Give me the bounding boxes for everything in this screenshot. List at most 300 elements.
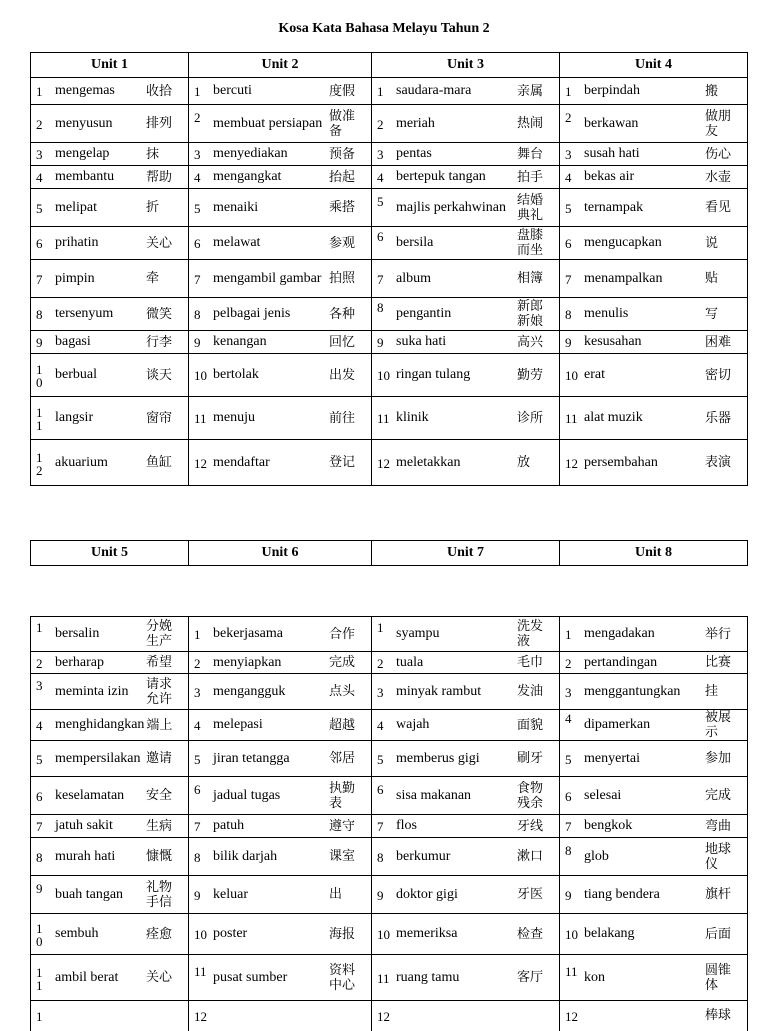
table-row bbox=[31, 440, 748, 486]
malay-word: pusat sumber bbox=[213, 969, 288, 985]
vocab-cell bbox=[372, 955, 560, 1001]
vocab-cell bbox=[189, 914, 372, 955]
item-number: 6 bbox=[36, 788, 43, 804]
malay-word: poster bbox=[213, 926, 248, 941]
item-number: 7 bbox=[194, 819, 201, 834]
chinese-translation: 执勤表 bbox=[329, 780, 356, 811]
malay-word: meminta izin bbox=[55, 683, 129, 699]
chinese-translation: 邀请 bbox=[146, 751, 173, 766]
vocab-cell bbox=[560, 710, 748, 741]
chinese-translation: 礼物手信 bbox=[146, 879, 173, 910]
malay-word: ambil berat bbox=[55, 969, 119, 985]
vocab-cell bbox=[372, 166, 560, 189]
chinese-translation: 参观 bbox=[329, 235, 356, 251]
vocab-cell bbox=[372, 617, 560, 652]
vocab-cell bbox=[31, 710, 189, 741]
malay-word: melawat bbox=[213, 235, 261, 250]
vocab-cell bbox=[372, 1001, 560, 1031]
vocab-cell bbox=[31, 78, 189, 105]
vocab-cell bbox=[31, 914, 189, 955]
item-number: 9 bbox=[377, 335, 384, 350]
malay-word: bilik darjah bbox=[213, 848, 278, 864]
malay-word: murah hati bbox=[55, 848, 116, 864]
vocab-cell bbox=[189, 397, 372, 440]
chinese-translation: 被展示 bbox=[705, 710, 732, 740]
item-number: 4 bbox=[377, 170, 384, 185]
chinese-translation: 水壶 bbox=[705, 169, 732, 185]
chinese-translation: 完成 bbox=[705, 788, 732, 803]
malay-word: bercuti bbox=[213, 83, 252, 98]
item-number: 1 bbox=[377, 620, 384, 635]
vocab-cell bbox=[31, 674, 189, 710]
malay-word: persembahan bbox=[584, 454, 658, 470]
chinese-translation: 困难 bbox=[705, 334, 732, 350]
item-number: 5 bbox=[565, 751, 572, 767]
malay-word: pelbagai jenis bbox=[213, 306, 291, 321]
malay-word: bengkok bbox=[584, 818, 633, 833]
vocab-cell bbox=[372, 227, 560, 260]
chinese-translation: 排列 bbox=[146, 116, 173, 131]
chinese-translation: 微笑 bbox=[146, 306, 173, 322]
chinese-translation: 亲属 bbox=[517, 83, 544, 99]
chinese-translation: 折 bbox=[146, 200, 160, 215]
malay-word: wajah bbox=[396, 717, 430, 732]
vocab-cell bbox=[31, 166, 189, 189]
malay-word: majlis perkahwinan bbox=[396, 199, 507, 215]
malay-word: mengadakan bbox=[584, 626, 655, 641]
malay-word: erat bbox=[584, 367, 605, 382]
vocab-cell bbox=[560, 397, 748, 440]
malay-word: bersila bbox=[396, 235, 434, 250]
vocab-cell bbox=[372, 189, 560, 227]
vocab-cell bbox=[560, 777, 748, 815]
item-number: 8 bbox=[377, 849, 384, 865]
vocab-cell bbox=[372, 331, 560, 354]
item-number: 10 bbox=[565, 927, 578, 942]
item-number: 8 bbox=[36, 307, 43, 322]
item-number: 10 bbox=[565, 368, 578, 383]
vocab-cell bbox=[372, 440, 560, 486]
chinese-translation: 前往 bbox=[329, 410, 356, 426]
chinese-translation: 海报 bbox=[329, 926, 356, 942]
item-number: 11 bbox=[377, 970, 390, 986]
item-number: 4 bbox=[377, 718, 384, 733]
malay-word: alat muzik bbox=[584, 410, 643, 425]
item-number: 4 bbox=[194, 170, 201, 185]
item-number: 11 bbox=[36, 964, 43, 993]
vocab-cell bbox=[31, 777, 189, 815]
malay-word: saudara-mara bbox=[396, 83, 472, 98]
item-number: 7 bbox=[194, 271, 201, 287]
malay-word: pimpin bbox=[55, 270, 95, 286]
malay-word: menulis bbox=[584, 306, 629, 321]
unit-header: Unit 8 bbox=[560, 541, 748, 566]
malay-word: membantu bbox=[55, 169, 115, 184]
chinese-translation: 挂 bbox=[705, 684, 719, 699]
malay-word: mengucapkan bbox=[584, 235, 662, 250]
table-row bbox=[31, 674, 748, 710]
item-number: 6 bbox=[194, 781, 201, 797]
table-row bbox=[31, 397, 748, 440]
vocab-cell bbox=[31, 440, 189, 486]
malay-word: ternampak bbox=[584, 199, 644, 215]
item-number: 12 bbox=[194, 1009, 207, 1025]
chinese-translation: 行李 bbox=[146, 334, 173, 350]
unit-header: Unit 2 bbox=[189, 53, 372, 78]
item-number: 3 bbox=[36, 147, 43, 162]
item-number: 1 bbox=[194, 84, 201, 99]
malay-word: klinik bbox=[396, 410, 429, 425]
chinese-translation: 发油 bbox=[517, 684, 544, 699]
item-number: 3 bbox=[194, 147, 201, 162]
malay-word: mengambil gambar bbox=[213, 270, 322, 286]
vocab-cell bbox=[189, 298, 372, 331]
chinese-translation: 后面 bbox=[705, 926, 732, 942]
vocab-cell bbox=[560, 617, 748, 652]
malay-word: akuarium bbox=[55, 454, 108, 470]
vocab-cell bbox=[31, 105, 189, 143]
chinese-translation: 请求允许 bbox=[146, 676, 173, 707]
vocab-cell bbox=[31, 331, 189, 354]
item-number: 5 bbox=[36, 751, 43, 767]
item-number: 10 bbox=[377, 368, 390, 383]
vocab-cell bbox=[372, 260, 560, 298]
chinese-translation: 抹 bbox=[146, 146, 160, 162]
malay-word: keluar bbox=[213, 886, 248, 902]
malay-word: berkawan bbox=[584, 115, 639, 131]
chinese-translation: 资料中心 bbox=[329, 962, 356, 993]
chinese-translation: 鱼缸 bbox=[146, 455, 173, 470]
item-number: 11 bbox=[194, 411, 207, 426]
item-number: 11 bbox=[194, 963, 207, 979]
malay-word: tuala bbox=[396, 654, 424, 670]
table-row bbox=[31, 189, 748, 227]
chinese-translation: 弯曲 bbox=[705, 818, 732, 834]
item-number: 7 bbox=[565, 271, 572, 287]
table-row bbox=[31, 741, 748, 777]
chinese-translation: 抬起 bbox=[329, 169, 356, 185]
chinese-translation: 高兴 bbox=[517, 334, 544, 350]
chinese-translation: 窗帘 bbox=[146, 410, 173, 426]
vocab-cell bbox=[189, 652, 372, 674]
item-number: 7 bbox=[36, 819, 43, 834]
chinese-translation: 表演 bbox=[705, 455, 732, 470]
malay-word: melepasi bbox=[213, 717, 263, 732]
item-number: 4 bbox=[36, 170, 43, 185]
chinese-translation: 放 bbox=[517, 455, 531, 470]
item-number: 11 bbox=[565, 963, 578, 979]
item-number: 1 bbox=[377, 84, 384, 99]
item-number: 4 bbox=[565, 170, 572, 185]
table-row bbox=[31, 298, 748, 331]
chinese-translation: 密切 bbox=[705, 367, 732, 383]
chinese-translation: 登记 bbox=[329, 455, 356, 470]
vocab-cell bbox=[372, 914, 560, 955]
vocab-cell bbox=[189, 227, 372, 260]
chinese-translation: 客厅 bbox=[517, 970, 544, 985]
chinese-translation: 写 bbox=[705, 306, 719, 322]
malay-word: menyiapkan bbox=[213, 654, 282, 670]
chinese-translation: 分娩生产 bbox=[146, 619, 173, 649]
item-number: 1 bbox=[565, 627, 572, 642]
item-number: 1 bbox=[565, 84, 572, 99]
vocab-cell bbox=[372, 741, 560, 777]
vocab-cell bbox=[189, 260, 372, 298]
item-number: 2 bbox=[565, 109, 572, 125]
vocab-cell bbox=[372, 652, 560, 674]
chinese-translation: 洗发液 bbox=[517, 619, 544, 649]
malay-word: berbual bbox=[55, 367, 97, 382]
vocab-cell bbox=[189, 876, 372, 914]
chinese-translation: 圆锥体 bbox=[705, 962, 732, 993]
item-number: 8 bbox=[565, 307, 572, 322]
chinese-translation: 端上 bbox=[146, 717, 173, 733]
chinese-translation: 超越 bbox=[329, 717, 356, 733]
table-row bbox=[31, 914, 748, 955]
vocab-cell bbox=[560, 876, 748, 914]
item-number: 11 bbox=[565, 411, 578, 426]
malay-word: sembuh bbox=[55, 926, 99, 941]
vocab-cell bbox=[189, 78, 372, 105]
item-number: 12 bbox=[36, 449, 43, 478]
chinese-translation: 看见 bbox=[705, 200, 732, 215]
chinese-translation: 盘膝而坐 bbox=[517, 228, 544, 258]
malay-word: keselamatan bbox=[55, 787, 125, 803]
item-number: 7 bbox=[377, 819, 384, 834]
chinese-translation: 关心 bbox=[146, 970, 173, 985]
malay-word: selesai bbox=[584, 787, 622, 803]
vocab-cell bbox=[560, 354, 748, 397]
chinese-translation: 完成 bbox=[329, 655, 356, 670]
item-number: 12 bbox=[377, 455, 390, 471]
chinese-translation: 旗杆 bbox=[705, 887, 732, 902]
item-number: 10 bbox=[36, 921, 43, 949]
unit-header-table-5-8 bbox=[30, 540, 748, 566]
item-number: 12 bbox=[194, 455, 207, 471]
malay-word: menghidangkan bbox=[55, 717, 145, 732]
vocab-cell bbox=[189, 955, 372, 1001]
chinese-translation: 预备 bbox=[329, 146, 356, 162]
item-number: 10 bbox=[36, 362, 43, 390]
item-number: 5 bbox=[194, 200, 201, 216]
item-number: 10 bbox=[194, 927, 207, 942]
chinese-translation: 乐器 bbox=[705, 410, 732, 426]
vocab-cell bbox=[189, 777, 372, 815]
item-number: 1 bbox=[194, 627, 201, 642]
chinese-translation: 贴 bbox=[705, 271, 719, 286]
table-row bbox=[31, 105, 748, 143]
malay-word: mempersilakan bbox=[55, 750, 141, 766]
item-number: 9 bbox=[194, 887, 201, 903]
item-number: 8 bbox=[194, 849, 201, 865]
item-number: 2 bbox=[565, 655, 572, 671]
table-row bbox=[31, 331, 748, 354]
vocab-cell bbox=[560, 674, 748, 710]
malay-word: glob bbox=[584, 848, 609, 864]
vocab-cell bbox=[560, 652, 748, 674]
item-number: 7 bbox=[36, 271, 43, 287]
item-number: 5 bbox=[377, 193, 384, 209]
chinese-translation: 邻居 bbox=[329, 751, 356, 766]
unit-header: Unit 7 bbox=[372, 541, 560, 566]
chinese-translation: 度假 bbox=[329, 83, 356, 99]
malay-word: album bbox=[396, 270, 431, 286]
malay-word: tersenyum bbox=[55, 306, 114, 321]
vocab-cell bbox=[189, 1001, 372, 1031]
malay-word: bersalin bbox=[55, 626, 100, 641]
chinese-translation: 勤劳 bbox=[517, 367, 544, 383]
item-number: 11 bbox=[377, 411, 390, 426]
unit-header: Unit 3 bbox=[372, 53, 560, 78]
vocab-cell bbox=[560, 166, 748, 189]
chinese-translation: 相簿 bbox=[517, 271, 544, 286]
malay-word: kesusahan bbox=[584, 334, 642, 349]
vocab-cell bbox=[31, 815, 189, 838]
chinese-translation: 新郎新娘 bbox=[517, 299, 544, 329]
chinese-translation: 关心 bbox=[146, 235, 173, 251]
malay-word: kon bbox=[584, 969, 605, 985]
item-number: 9 bbox=[377, 887, 384, 903]
vocab-cell bbox=[560, 741, 748, 777]
chinese-translation: 做准备 bbox=[329, 108, 356, 139]
vocab-cell bbox=[189, 354, 372, 397]
vocab-cell bbox=[189, 710, 372, 741]
vocab-cell bbox=[372, 777, 560, 815]
table-row bbox=[31, 1001, 748, 1031]
item-number: 5 bbox=[194, 751, 201, 767]
item-number: 2 bbox=[377, 116, 384, 132]
item-number: 6 bbox=[194, 236, 201, 251]
vocab-cell bbox=[189, 105, 372, 143]
item-number: 2 bbox=[36, 116, 43, 132]
malay-word: buah tangan bbox=[55, 886, 124, 902]
item-number: 8 bbox=[36, 849, 43, 865]
chinese-translation: 检查 bbox=[517, 926, 544, 942]
chinese-translation: 牙线 bbox=[517, 818, 544, 834]
malay-word: memeriksa bbox=[396, 926, 458, 941]
chinese-translation: 安全 bbox=[146, 788, 173, 803]
malay-word: berpindah bbox=[584, 83, 640, 98]
vocab-cell bbox=[372, 298, 560, 331]
item-number: 1 bbox=[36, 1009, 43, 1025]
malay-word: memberus gigi bbox=[396, 750, 480, 766]
vocab-table-units-5-8 bbox=[30, 616, 748, 1031]
chinese-translation: 比赛 bbox=[705, 655, 732, 670]
vocab-cell bbox=[560, 1001, 748, 1031]
item-number: 9 bbox=[565, 887, 572, 903]
item-number: 2 bbox=[36, 655, 43, 671]
malay-word: flos bbox=[396, 818, 417, 833]
malay-word: doktor gigi bbox=[396, 886, 458, 902]
malay-word: menampalkan bbox=[584, 270, 663, 286]
table-row bbox=[31, 260, 748, 298]
vocab-cell bbox=[560, 105, 748, 143]
chinese-translation: 出发 bbox=[329, 367, 356, 383]
malay-word: sisa makanan bbox=[396, 787, 472, 803]
chinese-translation: 刷牙 bbox=[517, 751, 544, 766]
chinese-translation: 牵 bbox=[146, 271, 160, 286]
item-number: 8 bbox=[194, 307, 201, 322]
vocab-cell bbox=[31, 741, 189, 777]
malay-word: berharap bbox=[55, 654, 104, 670]
vocab-cell bbox=[372, 710, 560, 741]
chinese-translation: 回忆 bbox=[329, 334, 356, 350]
malay-word: berkumur bbox=[396, 848, 451, 864]
malay-word: menyusun bbox=[55, 115, 113, 131]
item-number: 3 bbox=[565, 147, 572, 162]
vocab-cell bbox=[31, 955, 189, 1001]
chinese-translation: 说 bbox=[705, 235, 719, 251]
chinese-translation: 谈天 bbox=[146, 367, 173, 383]
chinese-translation: 生病 bbox=[146, 818, 173, 834]
item-number: 5 bbox=[377, 751, 384, 767]
item-number: 3 bbox=[565, 684, 572, 700]
item-number: 8 bbox=[377, 300, 384, 315]
item-number: 1 bbox=[36, 620, 43, 635]
malay-word: mengemas bbox=[55, 83, 115, 98]
table-row bbox=[31, 143, 748, 166]
vocab-cell bbox=[560, 143, 748, 166]
malay-word: jiran tetangga bbox=[213, 750, 290, 766]
vocab-cell bbox=[189, 440, 372, 486]
malay-word: ringan tulang bbox=[396, 367, 471, 382]
vocab-cell bbox=[31, 298, 189, 331]
chinese-translation: 乘搭 bbox=[329, 200, 356, 215]
item-number: 12 bbox=[377, 1009, 390, 1025]
malay-word: dipamerkan bbox=[584, 717, 651, 732]
malay-word: syampu bbox=[396, 626, 440, 641]
vocab-cell bbox=[560, 189, 748, 227]
item-number: 10 bbox=[377, 927, 390, 942]
chinese-translation: 痊愈 bbox=[146, 926, 173, 942]
chinese-translation: 慷慨 bbox=[146, 849, 173, 864]
vocab-cell bbox=[189, 331, 372, 354]
chinese-translation: 拍照 bbox=[329, 271, 356, 286]
chinese-translation: 拍手 bbox=[517, 169, 544, 185]
vocab-cell bbox=[31, 189, 189, 227]
vocab-cell bbox=[189, 617, 372, 652]
malay-word: bertepuk tangan bbox=[396, 169, 486, 184]
vocab-cell bbox=[31, 354, 189, 397]
chinese-translation: 结婚典礼 bbox=[517, 192, 544, 223]
malay-word: minyak rambut bbox=[396, 683, 482, 699]
vocab-cell bbox=[560, 815, 748, 838]
table-row bbox=[31, 815, 748, 838]
item-number: 9 bbox=[36, 335, 43, 350]
chinese-translation: 棒球 bbox=[705, 1008, 732, 1024]
vocab-cell bbox=[372, 105, 560, 143]
item-number: 9 bbox=[565, 335, 572, 350]
vocab-cell bbox=[189, 741, 372, 777]
malay-word: menyediakan bbox=[213, 146, 288, 161]
vocab-cell bbox=[31, 876, 189, 914]
table-row bbox=[31, 710, 748, 741]
vocab-cell bbox=[560, 955, 748, 1001]
malay-word: kenangan bbox=[213, 334, 267, 349]
table-row bbox=[31, 876, 748, 914]
table-row bbox=[31, 227, 748, 260]
chinese-translation: 面貌 bbox=[517, 717, 544, 733]
vocab-cell bbox=[560, 78, 748, 105]
vocab-cell bbox=[560, 227, 748, 260]
item-number: 3 bbox=[377, 684, 384, 700]
unit-header: Unit 1 bbox=[31, 53, 189, 78]
vocab-cell bbox=[31, 143, 189, 166]
item-number: 11 bbox=[36, 405, 43, 433]
chinese-translation: 搬 bbox=[705, 83, 719, 99]
vocab-cell bbox=[31, 227, 189, 260]
table-row bbox=[31, 617, 748, 652]
